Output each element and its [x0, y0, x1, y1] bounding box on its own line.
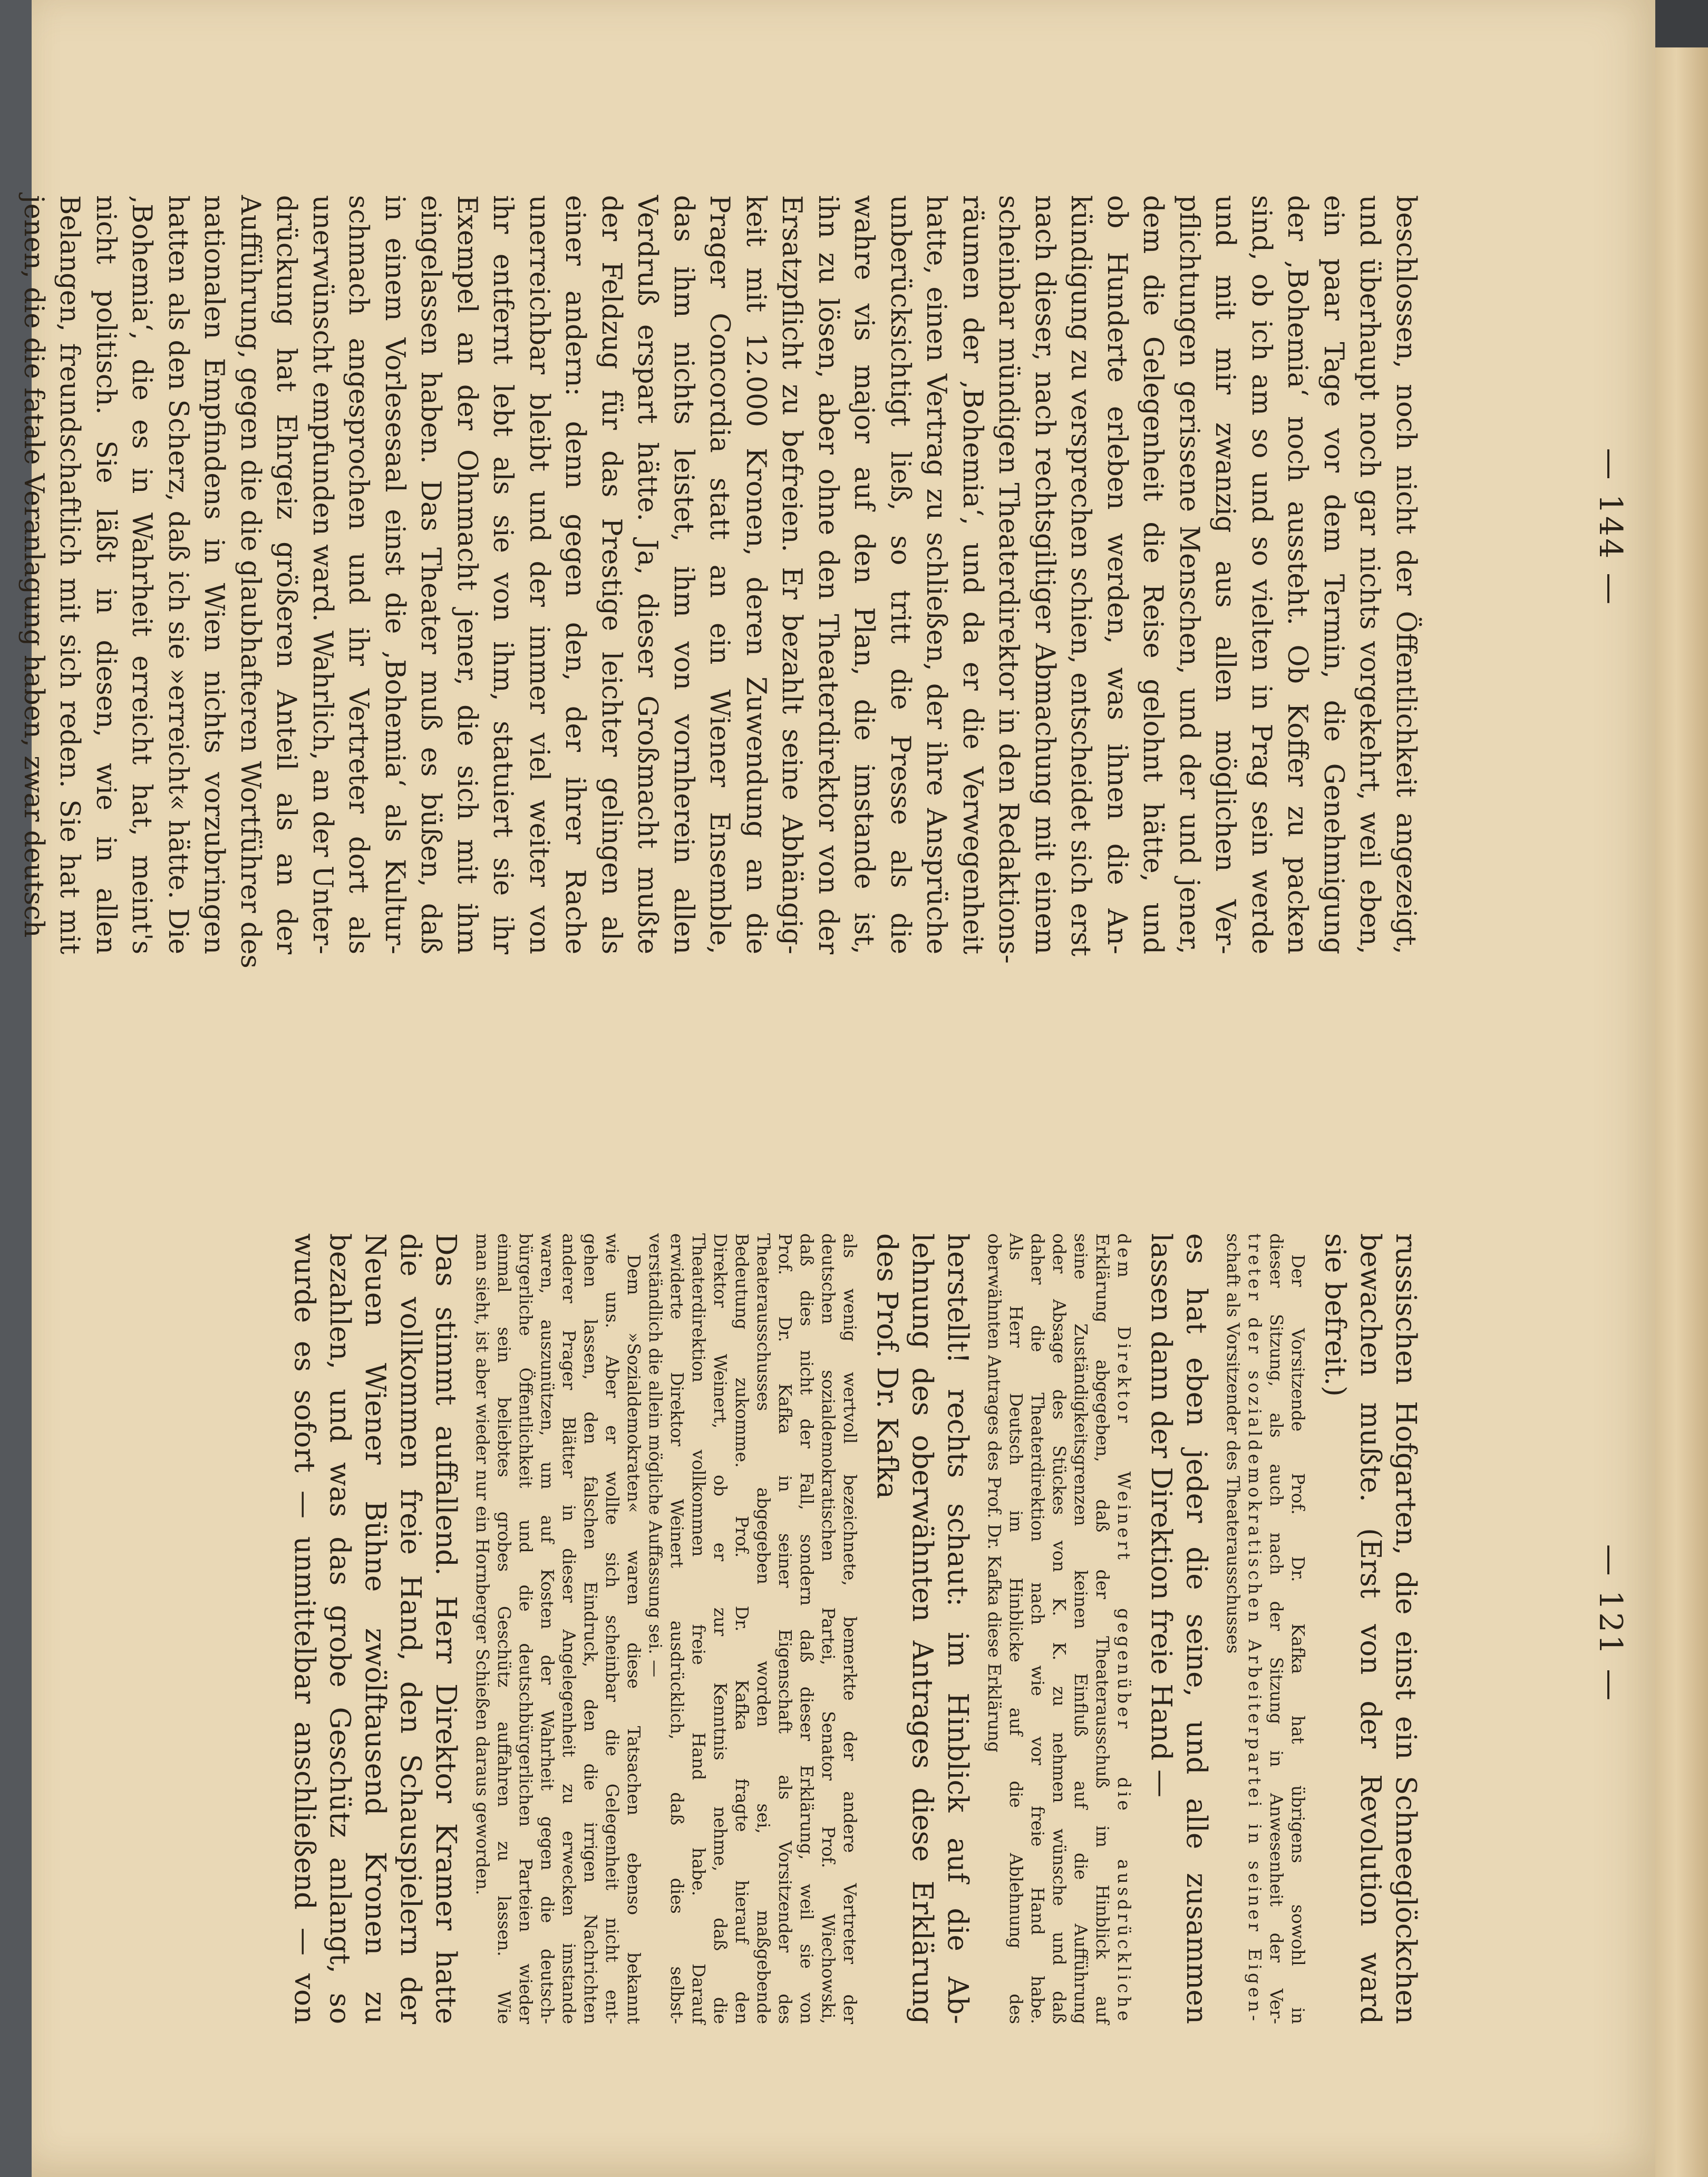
text-line: der ‚Bohemia‘ noch aussteht. Ob Koffer zu packen — [1282, 195, 1313, 954]
text-line: keit mit 12.000 Kronen, deren Zuwendung an die — [740, 195, 771, 954]
text-line: nationalen Empfindens in Wien nichts vorzubringen — [198, 195, 230, 954]
text-line: drückung hat Ehrgeiz größeren Anteil als an der — [270, 195, 302, 954]
text-line: Erklärung abgegeben, daß der Theaterausschuß im Hinblick auf — [1092, 1233, 1113, 2024]
text-line: wahre vis major auf den Plan, die imstande ist, — [848, 195, 880, 954]
text-line: ob Hunderte erleben werden, was ihnen die An- — [1101, 195, 1132, 954]
text-line: wie uns. Aber er wollte sich scheinbar die Gelegenheit nicht ent- — [602, 1233, 623, 2024]
text-line: schmach angesprochen und ihr Vertreter dort als — [343, 195, 374, 954]
text-line: Direktor Weinert, ob er zur Kenntnis nehme, daß die — [710, 1233, 731, 2024]
text-line: hatte, einen Vertrag zu schließen, der ihre Ansprüche — [920, 195, 952, 954]
page-number-left: — 144 — — [1592, 448, 1629, 607]
text-line: und überhaupt noch gar nichts vorgekehrt, weil eben, — [1354, 195, 1385, 954]
text-line: nach dieser, nach rechtsgiltiger Abmachung mit einem — [1029, 195, 1060, 954]
text-line: man sieht, ist aber wieder nur ein Hornberger Schießen daraus geworden. — [472, 1233, 493, 1895]
text-line: dem Direktor Weinert gegenüber die ausdrückliche — [1114, 1233, 1134, 2024]
text-line: schaft als Vorsitzender des Theaterausschusses — [1223, 1233, 1244, 1654]
text-line: oder Absage des Stückes von K. K. zu nehmen wünsche und daß — [1049, 1233, 1070, 2024]
text-line: Theaterdirektion vollkommen freie Hand habe. Darauf — [688, 1233, 709, 2024]
text-line: Bedeutung zukomme. Prof. Dr. Kafka fragte hierauf den — [732, 1233, 752, 2024]
paragraph-4 — [287, 1233, 463, 2024]
text-line: unerreichbar bleibt und der immer viel weiter von — [523, 195, 555, 954]
text-line: ‚Bohemia‘, die es in Wahrheit erreicht hat, meint's — [126, 195, 158, 954]
text-line: in einem Vorlesesaal einst die ‚Bohemia‘ als Kultur- — [379, 195, 410, 954]
paragraph-1 — [1317, 1233, 1423, 2024]
text-line: die vollkommen freie Hand, den Schauspielern der — [394, 1233, 426, 2024]
text-line: lehnung des oberwähnten Antrages diese Erklärung — [906, 1233, 938, 2024]
text-line: Prager Concordia statt an ein Wiener Ensemble, — [704, 195, 735, 954]
text-line: und mit mir zwanzig aus allen möglichen Ver- — [1209, 195, 1241, 954]
text-line: lassen dann der Direktion freie Hand — — [1145, 1233, 1177, 1798]
text-line: das ihm nichts leistet, ihm von vornherein allen — [668, 195, 699, 954]
text-line: Der Vorsitzende Prof. Dr. Kafka hat übrigens sowohl in — [1288, 1254, 1308, 2024]
page-number-right: — 121 — — [1592, 1544, 1629, 1703]
text-line: herstellt! rechts schaut: im Hinblick auf die Ab- — [942, 1233, 974, 2024]
text-line: ihn zu lösen, aber ohne den Theaterdirektor von der — [812, 195, 843, 954]
text-line: es hat eben jeder die seine, und alle zusammen — [1180, 1233, 1212, 2024]
paragraph-3 — [869, 1233, 975, 2024]
text-line: erwiderte Direktor Weinert ausdrücklich, daß dies selbst- — [667, 1233, 687, 2024]
text-line: räumen der ‚Bohemia‘, und da er die Verwegenheit — [957, 195, 988, 954]
text-line: verständlich die allein mögliche Auffassung sei. — — [645, 1233, 666, 1678]
text-line: bürgerliche Öffentlichkeit und die deutschbürgerlichen Parteien wieder — [516, 1233, 536, 2024]
text-line: deutschen sozialdemokratischen Partei, Senator Prof. Wiechowski, — [818, 1233, 839, 2024]
text-line: pflichtungen gerissene Menschen, und der und jener, — [1173, 195, 1205, 954]
paragraph-2 — [1143, 1233, 1214, 2024]
text-line: scheinbar mündigen Theaterdirektor in den Redaktions- — [993, 195, 1024, 964]
text-line: treter der sozialdemokratischen Arbeiterpartei in seiner Eigen- — [1245, 1233, 1265, 2024]
text-line: unberücksichtigt ließ, so tritt die Presse als die — [885, 195, 916, 954]
quoted-note-3 — [472, 1233, 861, 2024]
text-line: Aufführung, gegen die die glaubhafteren Wortführer des — [235, 195, 266, 969]
text-line: Neuen Wiener Bühne zwölftausend Kronen zu — [359, 1233, 391, 2024]
text-line: Prof. Dr. Kafka in seiner Eigenschaft als Vorsitzender des — [775, 1233, 795, 2024]
text-line: unerwünscht empfunden ward. Wahrlich, an der Unter- — [307, 195, 338, 954]
text-line: jenen, die die fatale Veranlagung haben, zwar deutsch — [18, 195, 49, 938]
text-line: russischen Hofgarten, die einst ein Schneeglöckchen — [1390, 1233, 1422, 2024]
text-line: als wenig wertvoll bezeichnete, bemerkte der andere Vertreter der — [840, 1233, 860, 2024]
text-line: des Prof. Dr. Kafka — [871, 1233, 903, 1499]
text-line: Verdruß erspart hätte. Ja, dieser Großmacht mußte — [632, 195, 663, 954]
text-line: kündigung zu versprechen schien, entscheidet sich erst — [1065, 195, 1096, 956]
text-line: hatten als den Scherz, daß ich sie »erreicht« hätte. Die — [162, 195, 193, 954]
text-line: anderer Prager Blätter in dieser Angelegenheit zu erwecken imstande — [559, 1233, 579, 2024]
text-line: Dem »Sozialdemokraten« waren diese Tatsachen ebenso bekannt — [624, 1254, 644, 2024]
text-line: einmal sein beliebtes grobes Geschütz auffahren zu lassen. Wie — [494, 1233, 515, 2024]
text-line: Als Herr Deutsch im Hinblicke auf die Ablehnung des — [1006, 1233, 1026, 2024]
text-line: Exempel an der Ohnmacht jener, die sich mit ihm — [451, 195, 482, 954]
text-line: gehen lassen, den falschen Eindruck, den die irrigen Nachrichten — [580, 1233, 601, 2024]
text-line: Ersatzpflicht zu befreien. Er bezahlt seine Abhängig- — [776, 195, 808, 954]
text-line: dieser Sitzung, als auch nach der Sitzung in Anwesenheit der Ver- — [1266, 1233, 1287, 2024]
text-line: sind, ob ich am so und so vielten in Prag sein werde — [1246, 195, 1277, 954]
text-line: nicht politisch. Sie läßt in diesen, wie in allen — [90, 195, 121, 954]
right-page — [0, 1091, 1708, 2177]
left-text-column — [15, 195, 1424, 969]
left-page — [0, 0, 1708, 1086]
text-line: daher die Theaterdirektion nach wie vor freie Hand habe. — [1027, 1233, 1048, 2024]
text-line: Belangen, freundschaftlich mit sich reden. Sie hat mit — [54, 195, 85, 954]
text-line: oberwähnten Antrages des Prof. Dr. Kafka diese Erklärung — [984, 1233, 1005, 1753]
text-line: seine Zuständigkeitsgrenzen keinen Einfluß auf die Aufführung — [1071, 1233, 1091, 2024]
text-line: daß dies nicht der Fall, sondern daß dieser Erklärung, weil sie von — [797, 1233, 817, 2024]
text-line: ihr entfernt lebt als sie von ihm, statuiert sie ihr — [487, 195, 519, 954]
text-line: sie befreit.) — [1319, 1233, 1351, 1397]
text-line: der Feldzug für das Prestige leichter gelingen als — [596, 195, 627, 954]
text-line: Das stimmt auffallend. Herr Direktor Kramer hatte — [430, 1233, 462, 2024]
text-line: einer andern: denn gegen den, der ihrer Rache — [559, 195, 591, 954]
right-text-column — [287, 1233, 1423, 2024]
quoted-note-1 — [1222, 1233, 1309, 2024]
text-line: dem die Gelegenheit die Reise gelohnt hätte, und — [1137, 195, 1169, 954]
text-line: Theaterausschusses abgegeben worden sei, maßgebende — [753, 1233, 774, 2024]
text-line: waren, auszunützen, um auf Kosten der Wahrheit gegen die deutsch- — [537, 1233, 558, 2024]
text-line: eingelassen haben. Das Theater muß es büßen, daß — [415, 195, 447, 954]
quoted-note-2 — [984, 1233, 1135, 2024]
text-line: ein paar Tage vor dem Termin, die Genehmigung — [1318, 195, 1349, 954]
text-line: beschlossen, noch nicht der Öffentlichkeit angezeigt, — [1390, 195, 1421, 954]
text-line: wurde es sofort — unmittelbar anschließend — von — [288, 1233, 321, 2024]
text-line: bezahlen, und was das grobe Geschütz anlangt, so — [324, 1233, 356, 2024]
text-line: bewachen mußte. (Erst von der Revolution ward — [1354, 1233, 1386, 2024]
